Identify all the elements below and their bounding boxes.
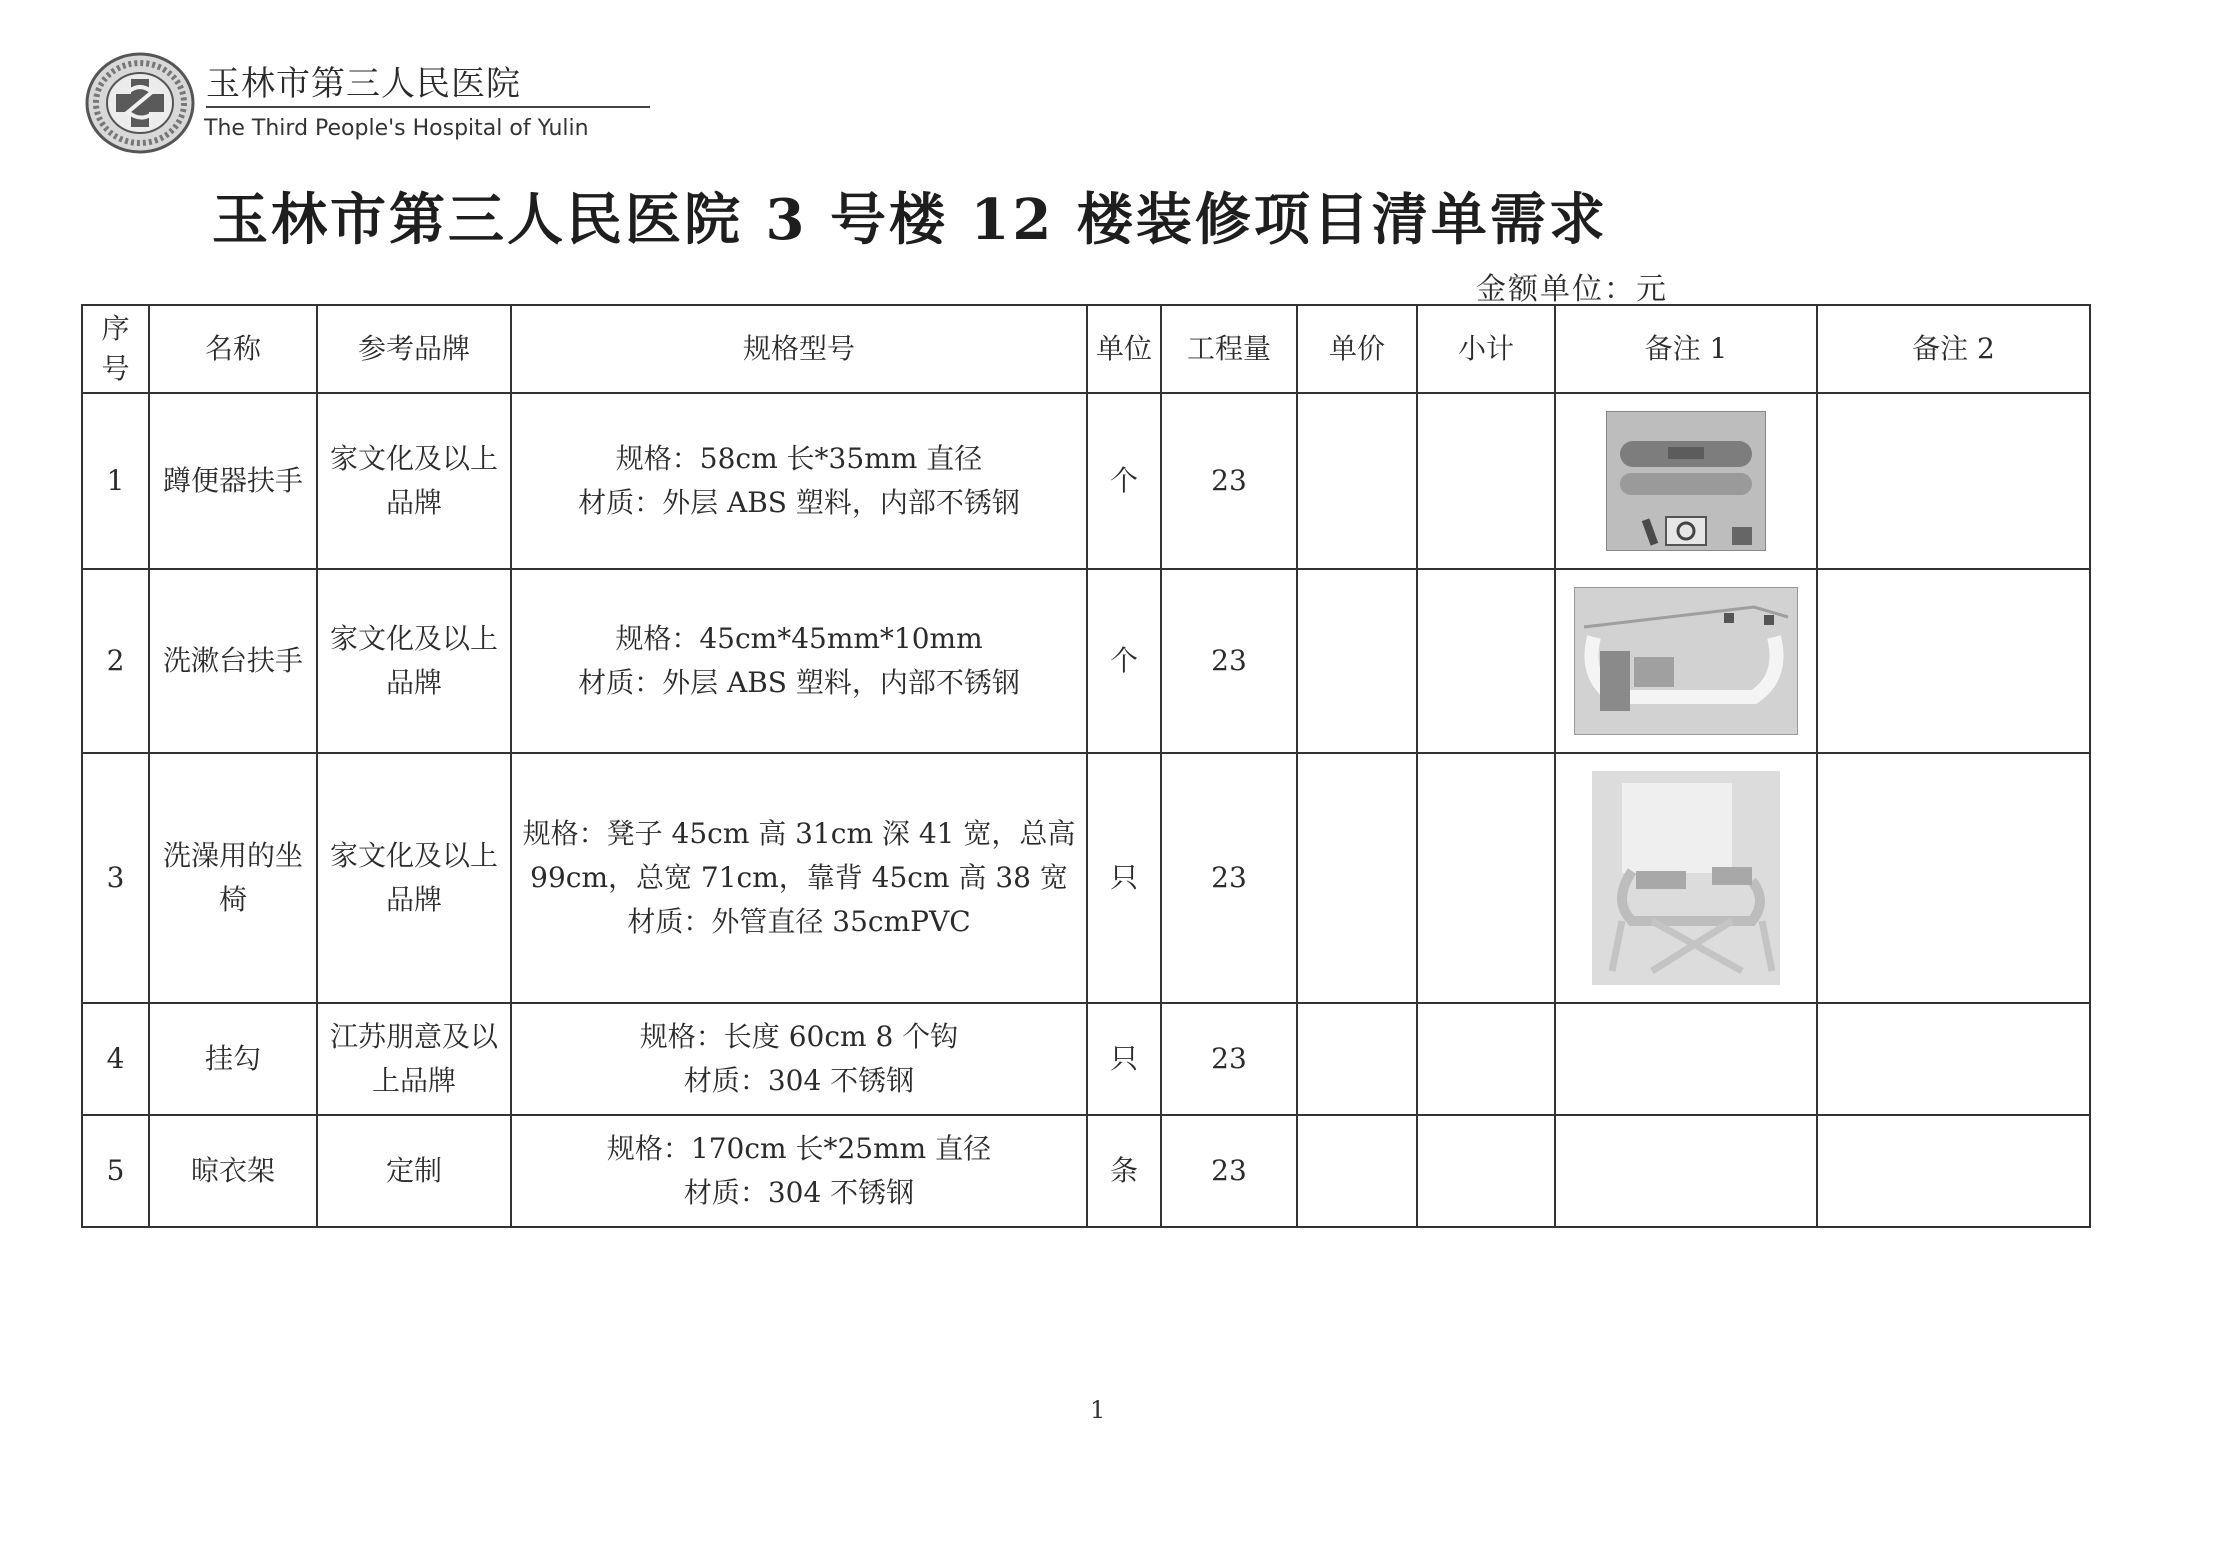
cell-seq: 1	[82, 393, 149, 569]
spec-line: 材质：外层 ABS 塑料，内部不锈钢	[578, 486, 1020, 519]
cell-name: 蹲便器扶手	[149, 393, 317, 569]
cell-name: 洗澡用的坐椅	[149, 753, 317, 1003]
washbasin-rail-photo	[1574, 587, 1798, 735]
cell-subtotal	[1417, 1003, 1555, 1115]
cell-remark1	[1555, 393, 1817, 569]
table-row	[82, 569, 2090, 753]
cell-brand: 定制	[317, 1115, 511, 1227]
hospital-name-cn: 玉林市第三人民医院	[206, 64, 521, 104]
cell-brand: 家文化及以上品牌	[317, 569, 511, 753]
document-title: 玉林市第三人民医院 3 号楼 12 楼装修项目清单需求	[212, 187, 1608, 253]
spec-line: 99cm，总宽 71cm，靠背 45cm 高 38 宽	[530, 861, 1068, 894]
cell-subtotal	[1417, 1115, 1555, 1227]
cell-unit: 个	[1087, 569, 1161, 753]
spec-line: 材质：304 不锈钢	[683, 1064, 915, 1097]
cell-remark2	[1817, 393, 2090, 569]
cell-unit-price	[1297, 1003, 1417, 1115]
cell-remark1	[1555, 1115, 1817, 1227]
table-row	[82, 393, 2090, 569]
col-subtotal: 小计	[1417, 305, 1555, 393]
cell-unit-price	[1297, 393, 1417, 569]
grab-bar-photo	[1606, 411, 1766, 551]
page-number: 1	[1090, 1396, 1106, 1424]
cell-unit-price	[1297, 569, 1417, 753]
cell-seq: 4	[82, 1003, 149, 1115]
cell-remark1	[1555, 569, 1817, 753]
col-unit-price: 单价	[1297, 305, 1417, 393]
cell-spec	[511, 393, 1087, 569]
cell-seq: 2	[82, 569, 149, 753]
cell-subtotal	[1417, 753, 1555, 1003]
cell-spec	[511, 753, 1087, 1003]
header-row	[82, 305, 2090, 393]
cell-remark1	[1555, 1003, 1817, 1115]
hospital-name-en: The Third People's Hospital of Yulin	[204, 116, 589, 141]
col-unit: 单位	[1087, 305, 1161, 393]
items-table	[81, 304, 2091, 1228]
shower-chair-photo	[1592, 771, 1780, 985]
cell-quantity: 23	[1161, 1003, 1297, 1115]
cell-spec	[511, 569, 1087, 753]
spec-line: 规格：45cm*45mm*10mm	[615, 622, 983, 655]
cell-brand: 家文化及以上品牌	[317, 753, 511, 1003]
col-spec: 规格型号	[511, 305, 1087, 393]
col-name: 名称	[149, 305, 317, 393]
cell-name: 晾衣架	[149, 1115, 317, 1227]
cell-seq: 5	[82, 1115, 149, 1227]
cell-remark2	[1817, 753, 2090, 1003]
spec-line: 规格：长度 60cm 8 个钩	[639, 1020, 959, 1053]
cell-name: 挂勾	[149, 1003, 317, 1115]
cell-spec	[511, 1003, 1087, 1115]
cell-unit-price	[1297, 1115, 1417, 1227]
cell-quantity: 23	[1161, 1115, 1297, 1227]
hospital-logo	[84, 52, 604, 152]
col-remark1: 备注 1	[1555, 305, 1817, 393]
table-row	[82, 1003, 2090, 1115]
spec-line: 规格：凳子 45cm 高 31cm 深 41 宽，总高	[522, 817, 1076, 850]
col-quantity: 工程量	[1161, 305, 1297, 393]
cell-brand: 江苏朋意及以上品牌	[317, 1003, 511, 1115]
cell-spec	[511, 1115, 1087, 1227]
cell-unit-price	[1297, 753, 1417, 1003]
table-row	[82, 753, 2090, 1003]
cell-remark2	[1817, 1115, 2090, 1227]
spec-line: 材质：304 不锈钢	[683, 1176, 915, 1209]
spec-line: 规格：58cm 长*35mm 直径	[615, 442, 983, 475]
table-row	[82, 1115, 2090, 1227]
col-seq: 序号	[82, 305, 149, 393]
cell-name: 洗漱台扶手	[149, 569, 317, 753]
cell-quantity: 23	[1161, 753, 1297, 1003]
cell-unit: 条	[1087, 1115, 1161, 1227]
cell-unit: 只	[1087, 1003, 1161, 1115]
cell-remark1	[1555, 753, 1817, 1003]
cell-unit: 个	[1087, 393, 1161, 569]
cell-quantity: 23	[1161, 393, 1297, 569]
cell-brand: 家文化及以上品牌	[317, 393, 511, 569]
col-brand: 参考品牌	[317, 305, 511, 393]
logo-divider	[206, 106, 650, 108]
spec-line: 材质：外管直径 35cmPVC	[627, 905, 971, 938]
cell-remark2	[1817, 569, 2090, 753]
spec-line: 材质：外层 ABS 塑料，内部不锈钢	[578, 666, 1020, 699]
cell-unit: 只	[1087, 753, 1161, 1003]
cell-quantity: 23	[1161, 569, 1297, 753]
cell-seq: 3	[82, 753, 149, 1003]
col-remark2: 备注 2	[1817, 305, 2090, 393]
hospital-seal-icon	[84, 52, 196, 154]
cell-subtotal	[1417, 393, 1555, 569]
cell-remark2	[1817, 1003, 2090, 1115]
spec-line: 规格：170cm 长*25mm 直径	[606, 1132, 992, 1165]
currency-unit-note: 金额单位：元	[1476, 272, 1668, 307]
cell-subtotal	[1417, 569, 1555, 753]
